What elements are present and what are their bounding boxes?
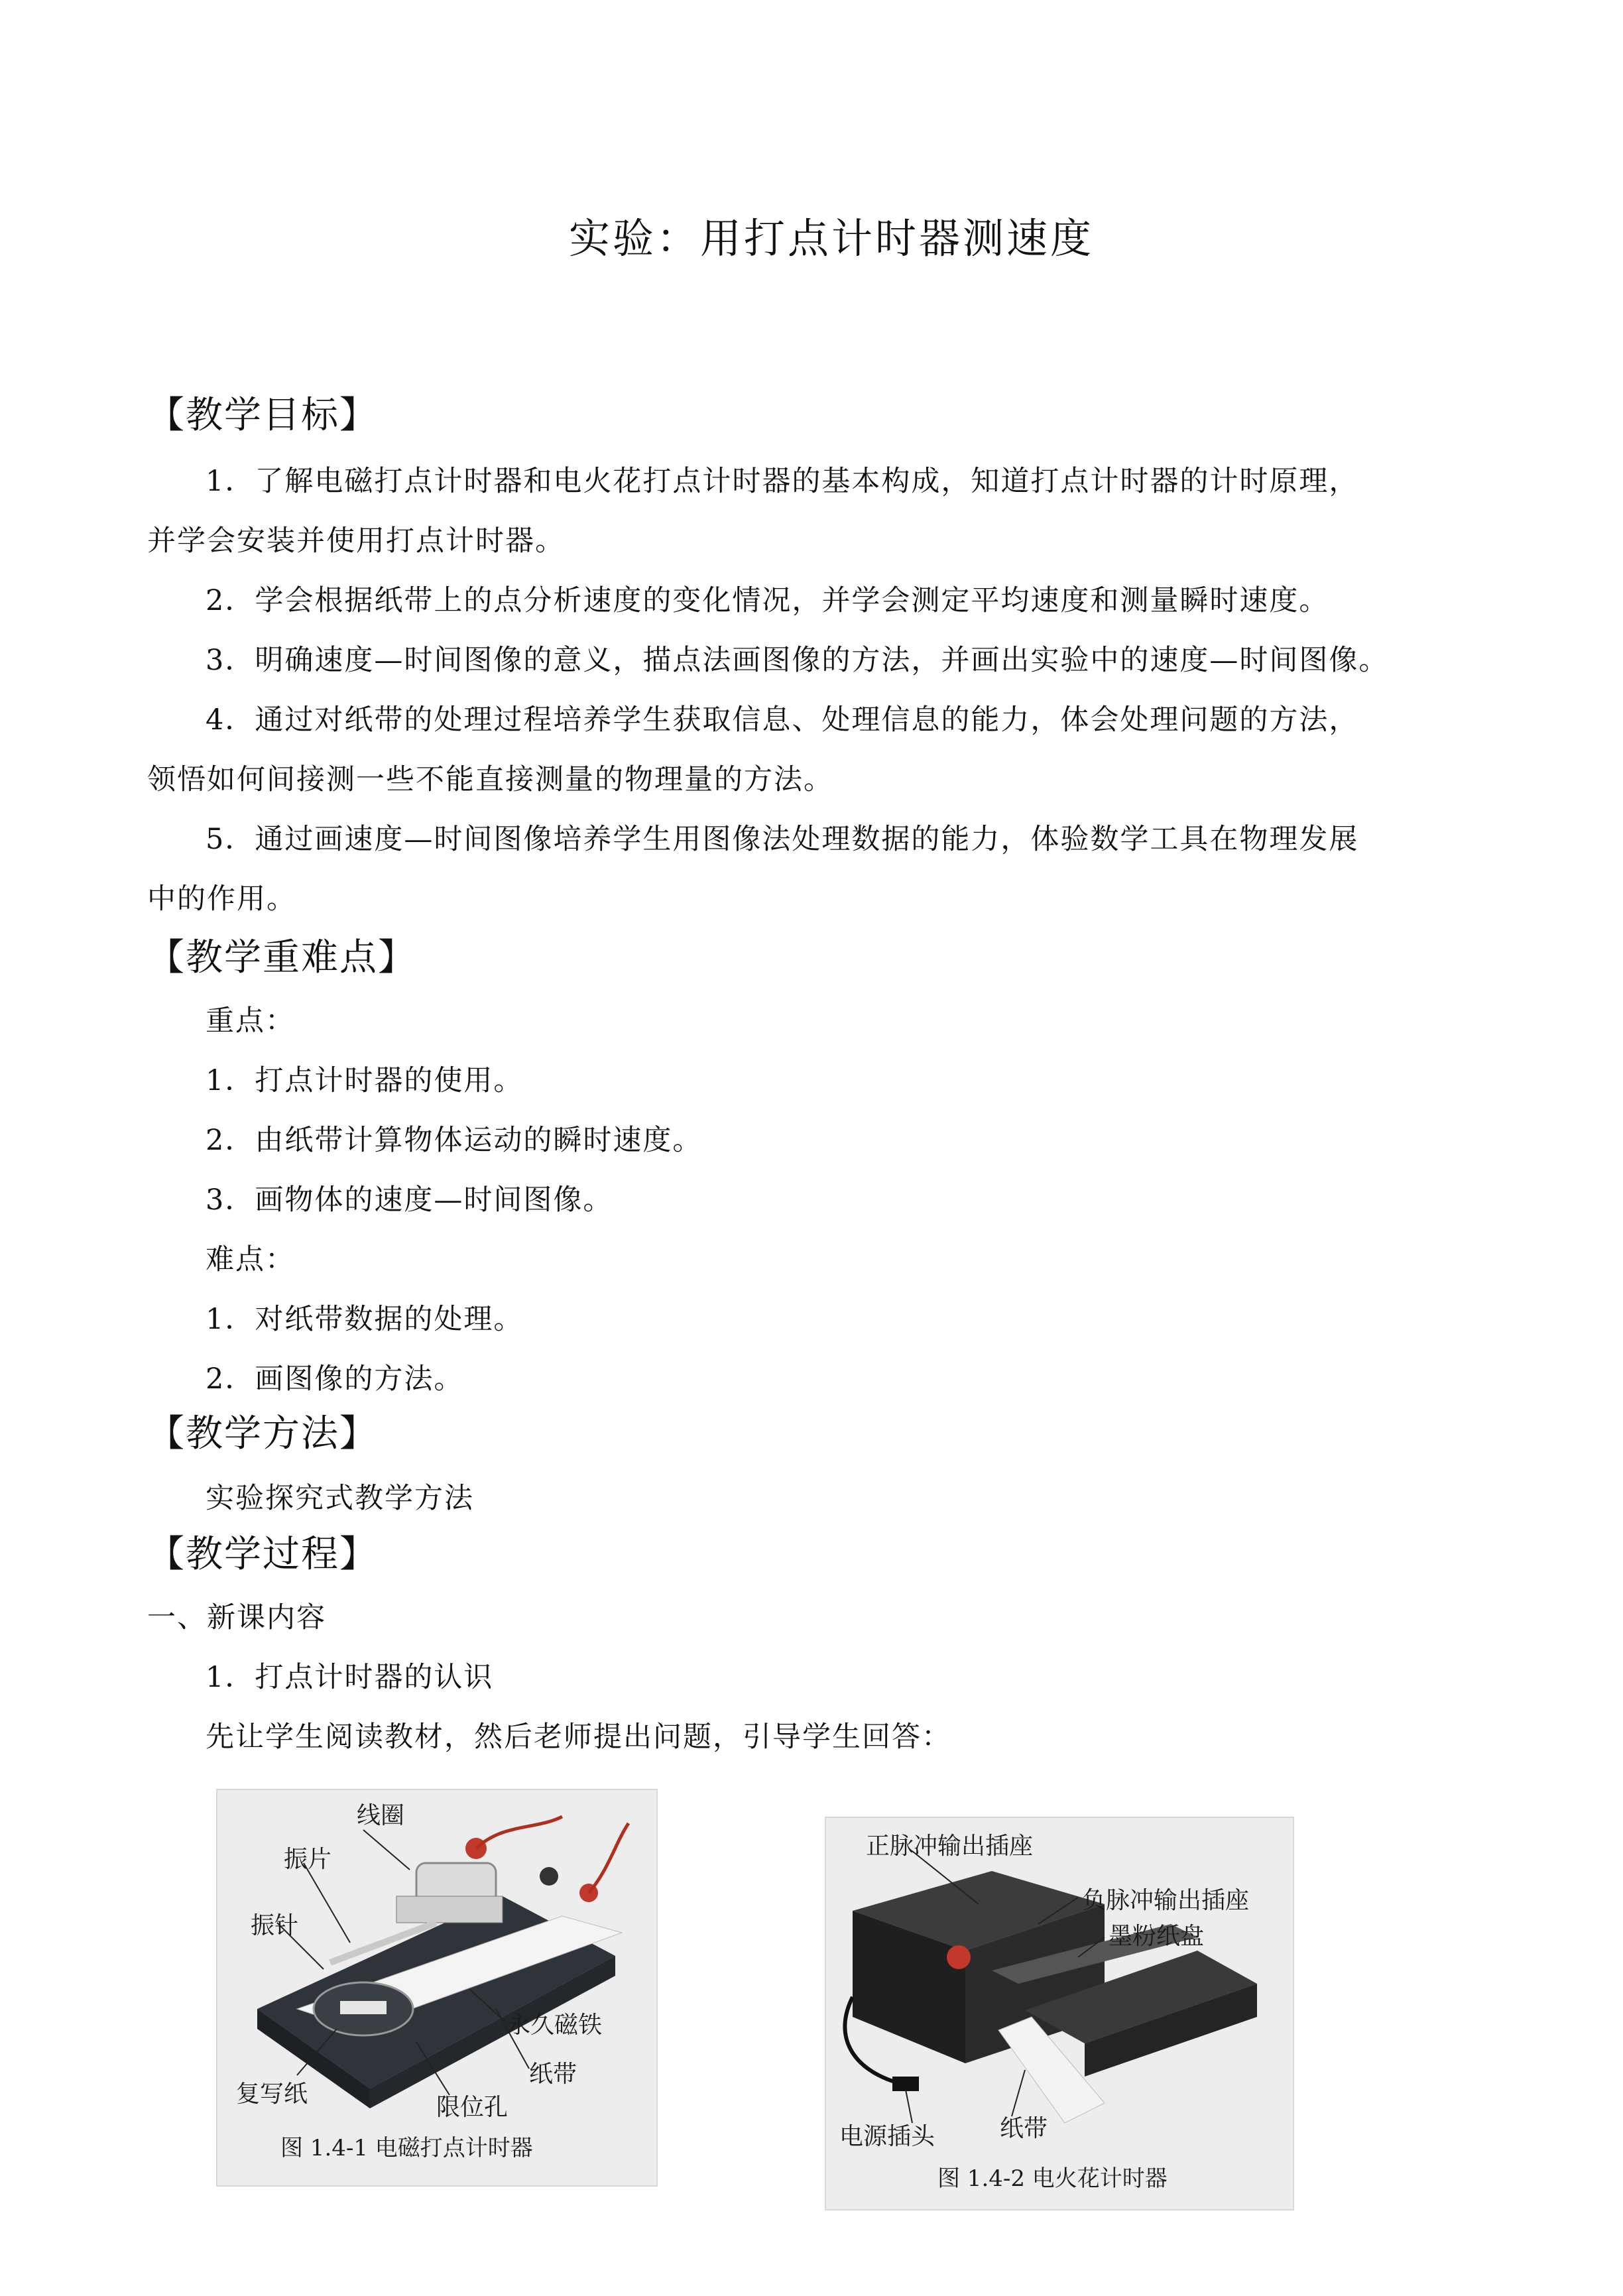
objective-line: 并学会安装并使用打点计时器。: [147, 524, 565, 558]
objective-line: 1．了解电磁打点计时器和电火花打点计时器的基本构成，知道打点计时器的计时原理，: [206, 465, 1359, 498]
process-item: 1．打点计时器的认识: [206, 1661, 494, 1694]
figure-spark-timer: [825, 1817, 1294, 2210]
objective-line: 领悟如何间接测一些不能直接测量的物理量的方法。: [147, 763, 833, 796]
label-negative-socket: 负脉冲输出插座: [1082, 1887, 1250, 1914]
section-heading-process: 【教学过程】: [147, 1533, 378, 1576]
label-power-plug: 电源插头: [839, 2123, 935, 2150]
focus-item: 1．打点计时器的使用。: [206, 1064, 524, 1097]
section-heading-key-points: 【教学重难点】: [147, 936, 416, 979]
label-ink-disc: 墨粉纸盘: [1109, 1923, 1205, 1950]
method-text: 实验探究式教学方法: [206, 1482, 474, 1515]
difficulty-label: 难点：: [206, 1243, 295, 1276]
objective-line: 5．通过画速度—时间图像培养学生用图像法处理数据的能力，体验数学工具在物理发展: [206, 823, 1359, 856]
figure-electromagnetic-timer: [216, 1789, 658, 2187]
label-magnet: 永久磁铁: [507, 2012, 603, 2039]
section-heading-objectives: 【教学目标】: [147, 394, 378, 437]
process-subheading: 一、新课内容: [147, 1601, 326, 1634]
focus-item: 3．画物体的速度—时间图像。: [206, 1183, 613, 1217]
objective-line: 中的作用。: [147, 882, 296, 916]
label-coil: 线圈: [357, 1802, 405, 1829]
process-intro: 先让学生阅读教材，然后老师提出问题，引导学生回答：: [206, 1721, 951, 1754]
label-vibrating-needle: 振针: [251, 1912, 299, 1939]
label-vibrating-plate: 振片: [284, 1846, 332, 1873]
page-title: 实验：用打点计时器测速度: [569, 214, 1095, 263]
focus-item: 2．由纸带计算物体运动的瞬时速度。: [206, 1124, 703, 1157]
objective-line: 3．明确速度—时间图像的意义，描点法画图像的方法，并画出实验中的速度—时间图像。: [206, 644, 1389, 677]
label-limit-hole: 限位孔: [436, 2094, 509, 2121]
section-heading-method: 【教学方法】: [147, 1412, 378, 1455]
focus-label: 重点：: [206, 1004, 295, 1038]
figure-caption: 图 1.4-1 电磁打点计时器: [280, 2135, 533, 2161]
objective-line: 2．学会根据纸带上的点分析速度的变化情况，并学会测定平均速度和测量瞬时速度。: [206, 584, 1329, 617]
objective-line: 4．通过对纸带的处理过程培养学生获取信息、处理信息的能力，体会处理问题的方法，: [206, 703, 1359, 737]
difficulty-item: 2．画图像的方法。: [206, 1362, 464, 1396]
difficulty-item: 1．对纸带数据的处理。: [206, 1303, 524, 1336]
label-positive-socket: 正脉冲输出插座: [866, 1833, 1034, 1860]
figure-caption: 图 1.4-2 电火花计时器: [937, 2165, 1168, 2192]
label-carbon-paper: 复写纸: [236, 2081, 308, 2108]
label-tape: 纸带: [529, 2061, 577, 2088]
label-tape: 纸带: [1000, 2115, 1048, 2142]
